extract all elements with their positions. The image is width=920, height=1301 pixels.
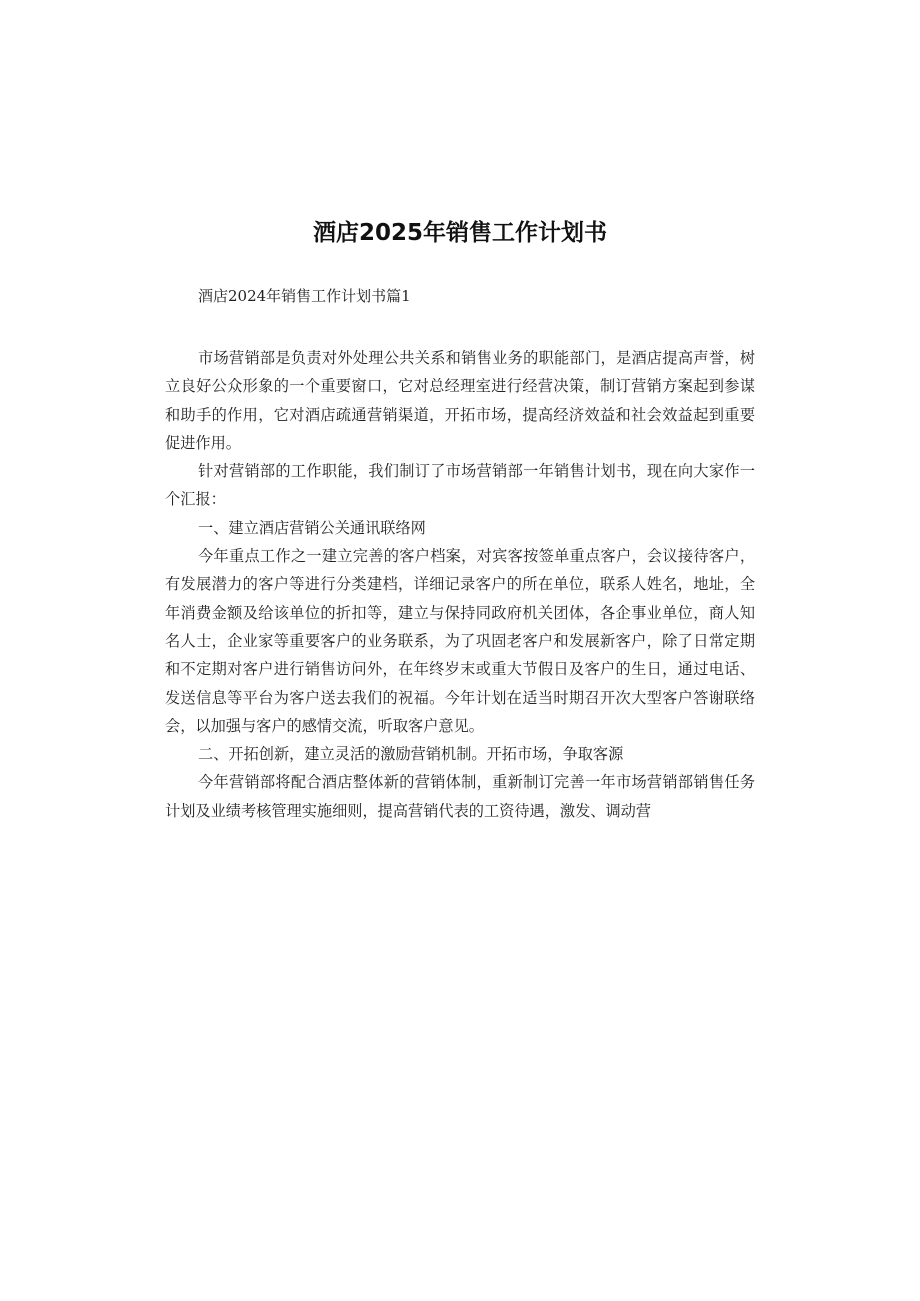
document-subtitle: 酒店2024年销售工作计划书篇1 [198, 287, 411, 305]
section-heading-1: 一、建立酒店营销公关通讯联络网 [198, 518, 426, 537]
paragraph-section-2: 今年营销部将配合酒店整体新的营销体制，重新制订完善一年市场营销部销售任务计划及业绩考核管理实施细则，提高营销代表的工资待遇，激发、调动营 [165, 773, 755, 820]
section-heading-2: 二、开拓创新，建立灵活的激励营销机制。开拓市场，争取客源 [198, 745, 624, 764]
document-title: 酒店2025年销售工作计划书 [312, 220, 607, 246]
paragraph-summary: 针对营销部的工作职能，我们制订了市场营销部一年销售计划书，现在向大家作一个汇报： [165, 462, 755, 509]
paragraph-section-1: 今年重点工作之一建立完善的客户档案，对宾客按签单重点客户，会议接待客户，有发展潜力的客户等进行分类建档，详细记录客户的所在单位，联系人姓名，地址，全年消费金额及给该单位的折扣等，建立与保持同政府机关团体，各企事业单位，商人知名人士，企业家等重要客户的业务联系，为了巩固老客户和发展新客户，除了日常定期和不定期对客户进行销售访问外，在年终岁末或重大节假日及客户的生日，通过电话、发送信息等平台为客户送去我们的祝福。今年计划在适当时期召开次大型客户答谢联络会，以加强与客户的感情交流，听取客户意见。 [165, 547, 755, 735]
paragraph-intro: 市场营销部是负责对外处理公共关系和销售业务的职能部门，是酒店提高声誉，树立良好公众形象的一个重要窗口，它对总经理室进行经营决策，制订营销方案起到参谋和助手的作用，它对酒店疏通营销渠道，开拓市场，提高经济效益和社会效益起到重要促进作用。 [165, 349, 755, 452]
document-body [165, 344, 755, 825]
